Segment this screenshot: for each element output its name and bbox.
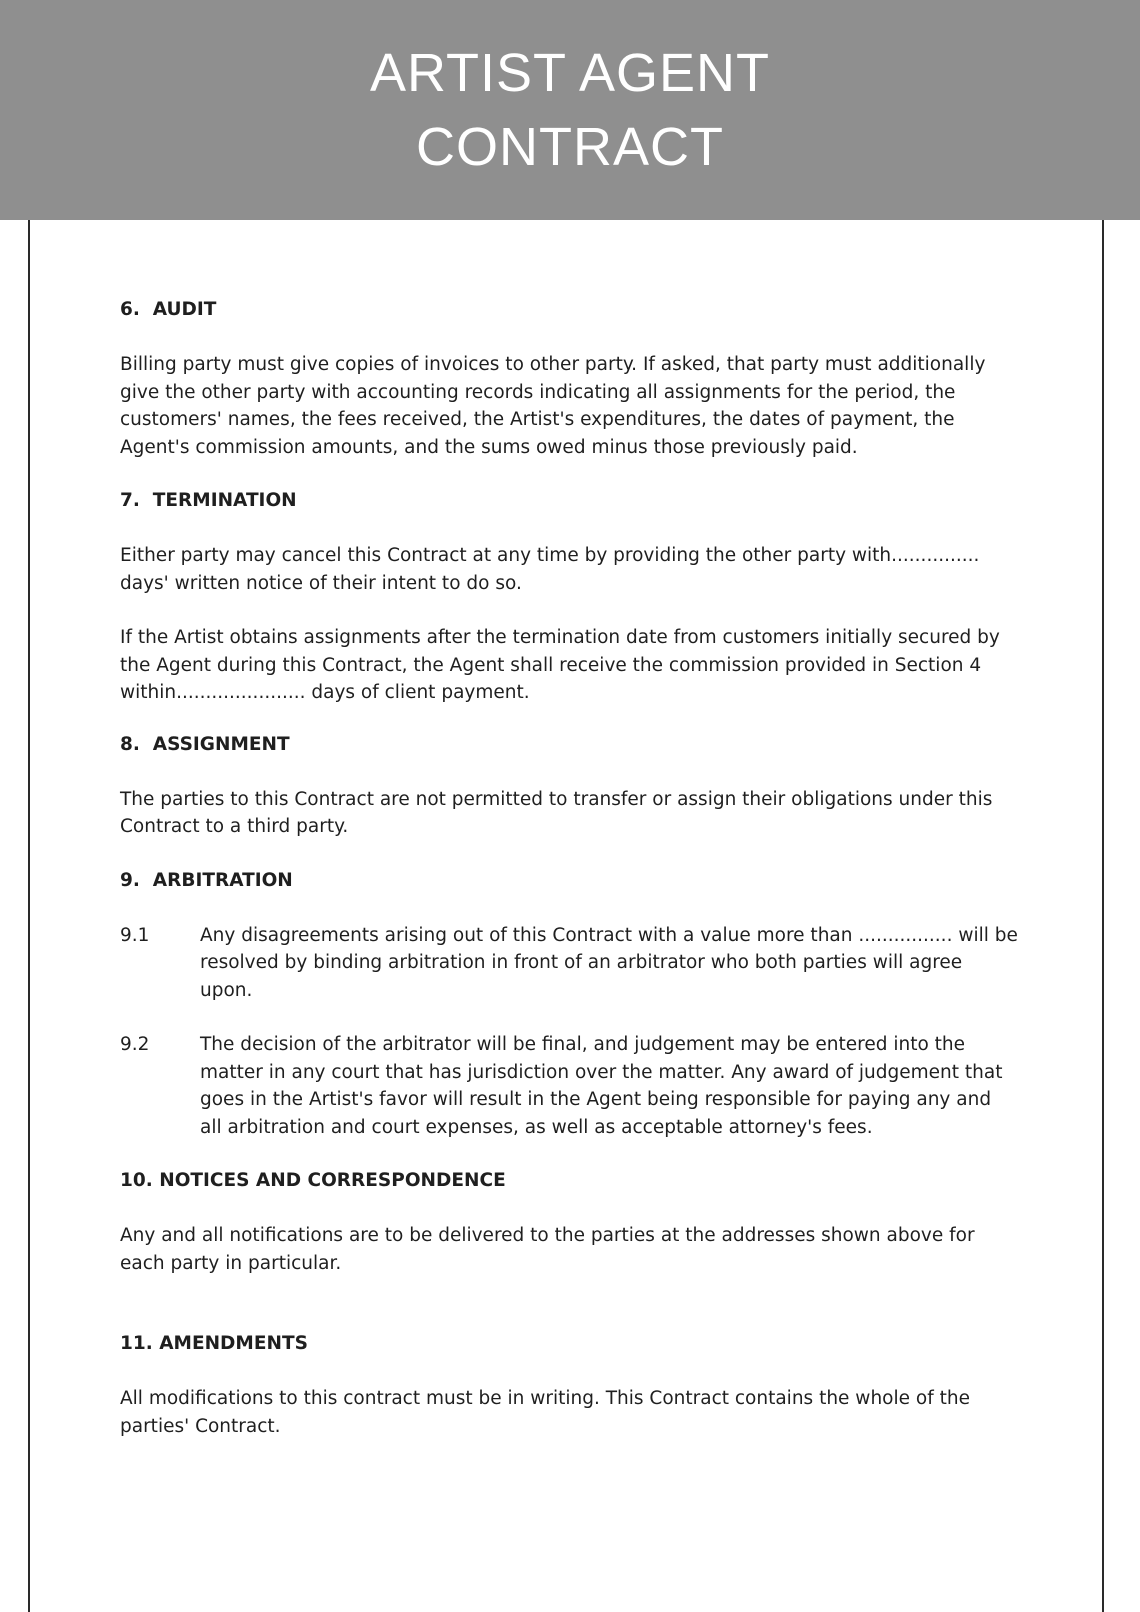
text-line: parties' Contract. <box>120 1415 281 1437</box>
banner-title-line-1: ARTIST AGENT <box>369 43 771 103</box>
contract-document <box>120 296 1020 1440</box>
paragraph-assignment <box>120 786 1020 841</box>
banner-title-line-2: CONTRACT <box>416 117 724 177</box>
text-line: days' written notice of their intent to do so. <box>120 572 522 594</box>
text-line: The decision of the arbitrator will be final, and judgement may be entered into the <box>200 1034 966 1055</box>
text-line: resolved by binding arbitration in front of an arbitrator who both parties will agree <box>200 952 963 973</box>
text-line: Any and all notifications are to be delivered to the parties at the addresses shown above for <box>120 1225 975 1246</box>
text-line: all arbitration and court expenses, as well as acceptable attorney's fees. <box>200 1116 873 1138</box>
title-banner <box>0 0 1140 220</box>
text-line: Agent's commission amounts, and the sums owed minus those previously paid. <box>120 436 858 458</box>
section-heading-arbitration: 9. ARBITRATION <box>120 869 293 891</box>
text-line: matter in any court that has jurisdiction over the matter. Any award of judgement that <box>200 1061 1003 1083</box>
text-line: customers' names, the fees received, the Artist's expenditures, the dates of payment, the <box>120 409 955 430</box>
text-line: Billing party must give copies of invoices to other party. If asked, that party must additionally <box>120 354 986 375</box>
paragraph-termination-commission <box>120 624 1020 707</box>
text-line: Contract to a third party. <box>120 816 349 837</box>
clause-9-1 <box>120 922 1020 1005</box>
text-line: goes in the Artist's favor will result in the Agent being responsible for paying any and <box>200 1089 992 1110</box>
clause-9-2 <box>120 1031 1020 1141</box>
text-line: within...................... days of client payment. <box>120 682 530 703</box>
section-heading-termination: 7. TERMINATION <box>120 490 297 511</box>
page-border-left <box>28 220 30 1612</box>
section-heading-audit: 6. AUDIT <box>120 299 217 320</box>
paragraph-notices <box>120 1222 1020 1277</box>
clause-number: 9.1 <box>120 924 150 946</box>
clause-text <box>200 922 1020 1005</box>
paragraph-termination-notice <box>120 542 1020 597</box>
text-line: All modifications to this contract must be in writing. This Contract contains the whole of the <box>120 1388 970 1409</box>
clause-number: 9.2 <box>120 1034 150 1055</box>
paragraph-amendments <box>120 1385 1020 1440</box>
text-line: If the Artist obtains assignments after the termination date from customers initially secured by <box>120 627 1000 648</box>
paragraph-audit <box>120 351 1020 461</box>
page-border-right <box>1102 220 1104 1612</box>
section-heading-amendments: 11. AMENDMENTS <box>120 1333 308 1354</box>
text-line: upon. <box>200 979 253 1001</box>
text-line: the Agent during this Contract, the Agent shall receive the commission provided in Section 4 <box>120 654 982 676</box>
text-line: give the other party with accounting records indicating all assignments for the period, the <box>120 381 956 403</box>
section-heading-notices: 10. NOTICES AND CORRESPONDENCE <box>120 1170 506 1191</box>
text-line: Any disagreements arising out of this Contract with a value more than ................ will be <box>200 924 1018 946</box>
text-line: each party in particular. <box>120 1252 342 1274</box>
text-line: Either party may cancel this Contract at any time by providing the other party with............... <box>120 545 980 566</box>
section-heading-assignment: 8. ASSIGNMENT <box>120 733 290 755</box>
clause-text <box>200 1031 1020 1141</box>
text-line: The parties to this Contract are not permitted to transfer or assign their obligations under this <box>120 788 993 810</box>
